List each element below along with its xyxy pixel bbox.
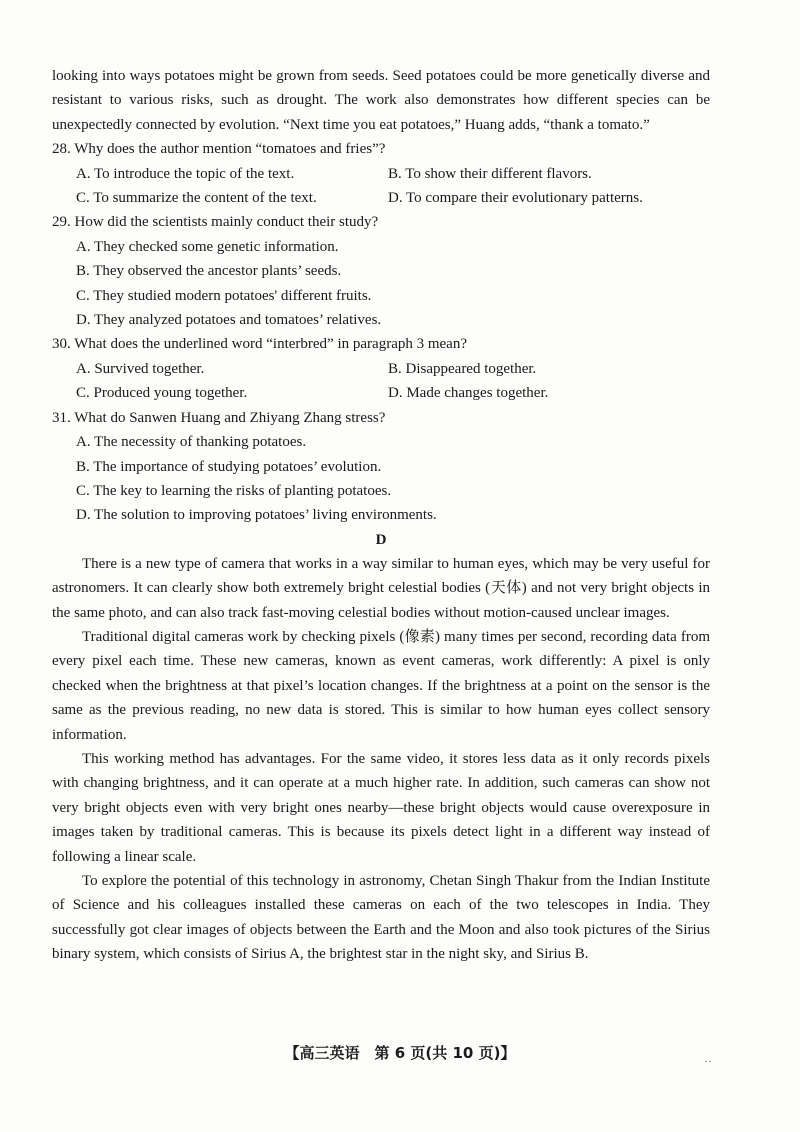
question-stem: What do Sanwen Huang and Zhiyang Zhang stress? [74,409,386,426]
option-a: A. They checked some genetic information. [76,238,339,255]
option-a: A. The necessity of thanking potatoes. [76,434,307,451]
section-d-title: D [375,531,387,548]
section-d-paragraph-4: To explore the potential of this technology in astronomy, Chetan Singh Thakur from the Indian Institute of Science and his colleagues installed these cameras on each of the two telescopes in India. They successfully got clear images of objects between the Earth and the Moon and also took pictures of the Sirius binary system, which consists of Sirius A, the brightest star in the night sky, and Sirius B. [52,873,710,963]
section-d-paragraph-1: There is a new type of camera that works in a way similar to human eyes, which may be very useful for astronomers. It can clearly show both extremely bright celestial bodies (天体) and not very bright objects in the same photo, and can also track fast-moving celestial bodies without motion-caused unclear images. [52,555,710,621]
option-b: B. The importance of studying potatoes’ evolution. [76,458,382,475]
option-d: D. The solution to improving potatoes’ living environments. [76,507,437,524]
question-stem: Why does the author mention “tomatoes and fries”? [74,141,386,158]
question-28 [52,137,710,210]
option-d: D. They analyzed potatoes and tomatoes’ relatives. [76,312,382,329]
option-c: C. Produced young together. [76,385,248,402]
section-d-paragraph-2: Traditional digital cameras work by checking pixels (像素) many times per second, recording data from every pixel each time. These new cameras, known as event cameras, work differently: A pixel is only checked when the brightness at that pixel’s location changes. If the brightness at a point on the sensor is the same as the previous reading, no new data is stored. This is similar to how human eyes collect sensory information. [52,628,710,743]
section-d-paragraph-3: This working method has advantages. For the same video, it stores less data as it only records pixels with changing brightness, and it can operate at a much higher rate. In addition, such cameras can show not very bright objects even with very bright ones nearby—these bright objects would cause overexposure in images taken by traditional cameras. This is because its pixels detect light in a different way instead of following a linear scale. [52,750,710,865]
option-a: A. To introduce the topic of the text. [76,165,295,182]
question-number: 30. [52,336,71,353]
option-c: C. They studied modern potatoes' different fruits. [76,287,372,304]
question-30 [52,332,710,405]
passage-c-ending: looking into ways potatoes might be grown from seeds. Seed potatoes could be more genetically diverse and resistant to various risks, such as drought. The work also demonstrates how different species can be unexpectedly connected by evolution. “Next time you eat potatoes,” Huang adds, “thank a tomato.” [52,68,710,133]
option-b: B. To show their different flavors. [388,165,592,182]
question-29 [52,210,710,332]
option-c: C. The key to learning the risks of planting potatoes. [76,482,392,499]
option-c: C. To summarize the content of the text. [76,190,317,207]
option-d: D. Made changes together. [388,385,549,402]
option-a: A. Survived together. [76,360,205,377]
question-number: 28. [52,141,71,158]
question-number: 31. [52,409,71,426]
option-d: D. To compare their evolutionary patterns. [388,190,643,207]
option-b: B. Disappeared together. [388,360,537,377]
question-stem: How did the scientists mainly conduct their study? [74,214,379,231]
question-stem: What does the underlined word “interbred” in paragraph 3 mean? [74,336,467,353]
question-31 [52,406,710,528]
option-b: B. They observed the ancestor plants’ seeds. [76,263,342,280]
page-footer: 【高三英语 第 6 页(共 10 页)】 [284,1044,516,1062]
question-number: 29. [52,214,71,231]
page-content [52,64,710,967]
corner-mark: ·· [704,1054,712,1068]
